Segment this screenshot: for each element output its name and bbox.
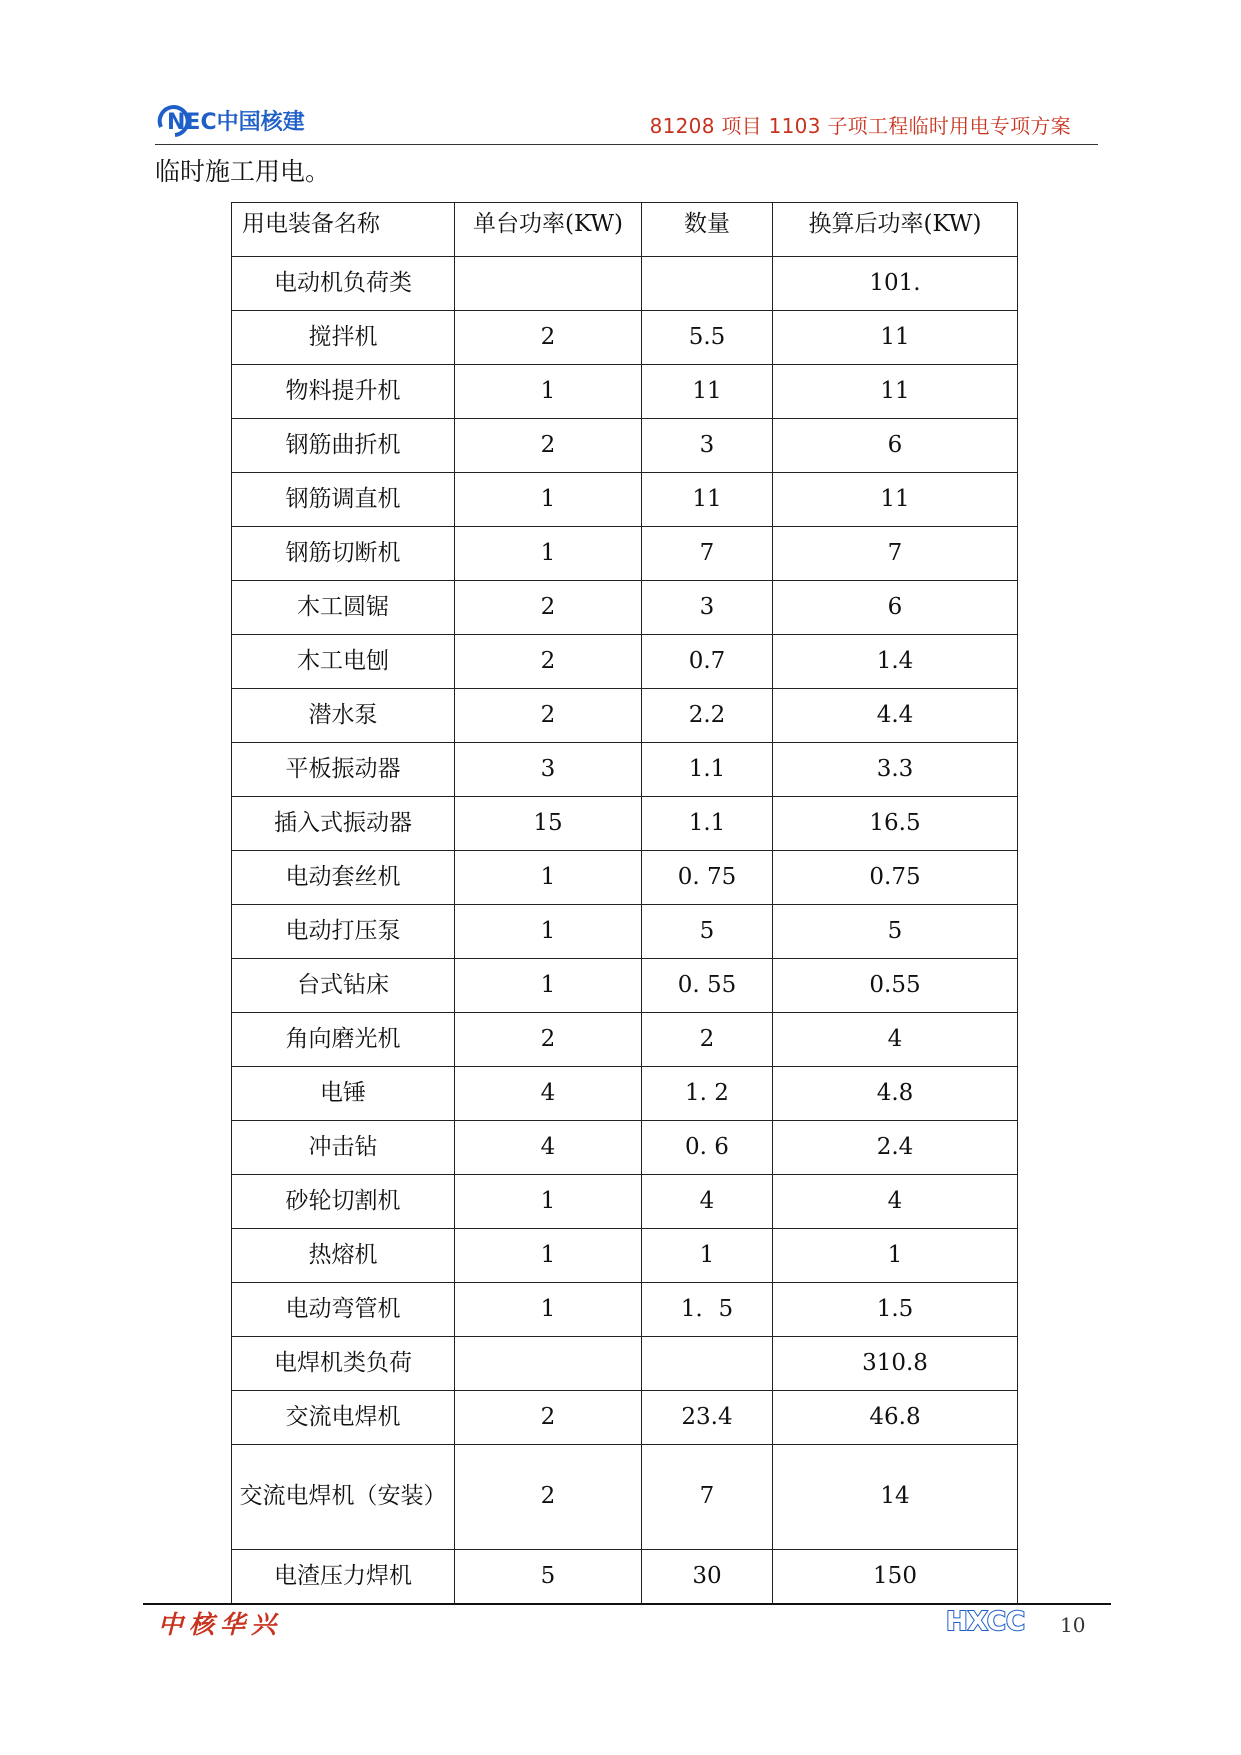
cell-converted-power: 1.4 — [773, 635, 1018, 689]
cell-quantity: 5.5 — [642, 311, 773, 365]
cell-equipment-name: 搅拌机 — [232, 311, 455, 365]
cell-converted-power: 4.8 — [773, 1067, 1018, 1121]
cell-unit-power: 1 — [455, 365, 642, 419]
cell-converted-power: 150 — [773, 1550, 1018, 1604]
cell-equipment-name: 钢筋调直机 — [232, 473, 455, 527]
table-row — [232, 1283, 1018, 1337]
cell-converted-power: 5 — [773, 905, 1018, 959]
cell-unit-power: 1 — [455, 851, 642, 905]
cell-converted-power: 0.55 — [773, 959, 1018, 1013]
table-row — [232, 311, 1018, 365]
cell-quantity: 23.4 — [642, 1391, 773, 1445]
cell-quantity: 0. 55 — [642, 959, 773, 1013]
nec-logo — [155, 97, 305, 139]
cell-quantity: 1.1 — [642, 743, 773, 797]
cell-equipment-name: 电动套丝机 — [232, 851, 455, 905]
cell-equipment-name: 热熔机 — [232, 1229, 455, 1283]
table-row — [232, 905, 1018, 959]
header-quantity: 数量 — [642, 203, 773, 257]
cell-equipment-name: 木工电刨 — [232, 635, 455, 689]
cell-unit-power: 2 — [455, 1013, 642, 1067]
table-row — [232, 1067, 1018, 1121]
cell-converted-power: 2.4 — [773, 1121, 1018, 1175]
cell-equipment-name: 潜水泵 — [232, 689, 455, 743]
cell-converted-power: 0.75 — [773, 851, 1018, 905]
equipment-power-table — [231, 202, 1018, 1604]
cell-equipment-name: 角向磨光机 — [232, 1013, 455, 1067]
cell-converted-power: 4 — [773, 1013, 1018, 1067]
cell-equipment-name: 电锤 — [232, 1067, 455, 1121]
cell-converted-power: 46.8 — [773, 1391, 1018, 1445]
cell-equipment-name: 电动机负荷类 — [232, 257, 455, 311]
cell-equipment-name: 台式钻床 — [232, 959, 455, 1013]
cell-converted-power: 101. — [773, 257, 1018, 311]
cell-unit-power: 1 — [455, 905, 642, 959]
cell-converted-power: 310.8 — [773, 1337, 1018, 1391]
cell-unit-power: 3 — [455, 743, 642, 797]
cell-unit-power: 2 — [455, 689, 642, 743]
hxcc-logo — [944, 1604, 1044, 1636]
cell-unit-power: 2 — [455, 1391, 642, 1445]
cell-equipment-name: 平板振动器 — [232, 743, 455, 797]
cell-quantity: 0.7 — [642, 635, 773, 689]
cell-quantity — [642, 1337, 773, 1391]
table-row — [232, 797, 1018, 851]
cell-quantity: 1. 2 — [642, 1067, 773, 1121]
cell-equipment-name: 木工圆锯 — [232, 581, 455, 635]
cell-equipment-name: 电动弯管机 — [232, 1283, 455, 1337]
cell-quantity: 1.1 — [642, 797, 773, 851]
header-converted-power: 换算后功率(KW) — [773, 203, 1018, 257]
cell-converted-power: 3.3 — [773, 743, 1018, 797]
cell-equipment-name: 电焊机类负荷 — [232, 1337, 455, 1391]
cell-quantity: 7 — [642, 527, 773, 581]
table-row — [232, 1175, 1018, 1229]
table-row — [232, 743, 1018, 797]
cell-unit-power: 1 — [455, 1283, 642, 1337]
cell-quantity: 4 — [642, 1175, 773, 1229]
cell-equipment-name: 交流电焊机（安装） — [232, 1445, 455, 1550]
cell-converted-power: 6 — [773, 419, 1018, 473]
cell-converted-power: 14 — [773, 1445, 1018, 1550]
table-row — [232, 1229, 1018, 1283]
cell-quantity: 3 — [642, 581, 773, 635]
cell-unit-power: 2 — [455, 419, 642, 473]
cell-equipment-name: 电渣压力焊机 — [232, 1550, 455, 1604]
table-row — [232, 851, 1018, 905]
table-row — [232, 1550, 1018, 1604]
cell-unit-power: 1 — [455, 1229, 642, 1283]
cell-unit-power: 15 — [455, 797, 642, 851]
cell-quantity: 3 — [642, 419, 773, 473]
cell-unit-power: 2 — [455, 1445, 642, 1550]
cell-unit-power — [455, 1337, 642, 1391]
cell-converted-power: 11 — [773, 473, 1018, 527]
cell-converted-power: 11 — [773, 365, 1018, 419]
cell-converted-power: 7 — [773, 527, 1018, 581]
table-row — [232, 581, 1018, 635]
cell-quantity: 5 — [642, 905, 773, 959]
cell-unit-power: 1 — [455, 959, 642, 1013]
table-row — [232, 1121, 1018, 1175]
table-row — [232, 689, 1018, 743]
nec-logo-text: NEC中国核建 — [167, 110, 305, 135]
table-row — [232, 1337, 1018, 1391]
cell-unit-power: 1 — [455, 473, 642, 527]
cell-quantity: 0. 6 — [642, 1121, 773, 1175]
hxcc-logo-text: HXCC — [946, 1607, 1026, 1636]
header-equipment-name: 用电装备名称 — [232, 203, 455, 257]
cell-quantity: 11 — [642, 365, 773, 419]
cell-converted-power: 11 — [773, 311, 1018, 365]
cell-equipment-name: 钢筋切断机 — [232, 527, 455, 581]
cell-equipment-name: 砂轮切割机 — [232, 1175, 455, 1229]
cell-converted-power: 6 — [773, 581, 1018, 635]
table-row — [232, 527, 1018, 581]
table-header-row — [232, 203, 1018, 257]
cell-converted-power: 16.5 — [773, 797, 1018, 851]
cell-equipment-name: 钢筋曲折机 — [232, 419, 455, 473]
table-row — [232, 419, 1018, 473]
cell-converted-power: 4 — [773, 1175, 1018, 1229]
table-row — [232, 1391, 1018, 1445]
table-row — [232, 635, 1018, 689]
cell-quantity: 30 — [642, 1550, 773, 1604]
table-row — [232, 257, 1018, 311]
cell-converted-power: 4.4 — [773, 689, 1018, 743]
cell-equipment-name: 冲击钻 — [232, 1121, 455, 1175]
cell-quantity — [642, 257, 773, 311]
cell-quantity: 2.2 — [642, 689, 773, 743]
cell-unit-power: 1 — [455, 527, 642, 581]
table-body — [232, 257, 1018, 1604]
cell-unit-power: 4 — [455, 1067, 642, 1121]
table-row — [232, 1013, 1018, 1067]
intro-text: 临时施工用电。 — [155, 157, 331, 186]
cell-unit-power: 1 — [455, 1175, 642, 1229]
cell-converted-power: 1 — [773, 1229, 1018, 1283]
cell-quantity: 7 — [642, 1445, 773, 1550]
cell-quantity: 1．5 — [642, 1283, 773, 1337]
cell-unit-power: 4 — [455, 1121, 642, 1175]
cell-unit-power: 2 — [455, 581, 642, 635]
footer-brand-signature: 中核华兴 — [158, 1610, 283, 1639]
cell-converted-power: 1.5 — [773, 1283, 1018, 1337]
table-row — [232, 473, 1018, 527]
page-number: 10 — [1060, 1613, 1086, 1637]
header-unit-power: 单台功率(KW) — [455, 203, 642, 257]
header-divider — [155, 144, 1098, 145]
cell-equipment-name: 电动打压泵 — [232, 905, 455, 959]
cell-unit-power: 2 — [455, 635, 642, 689]
document-title: 81208 项目 1103 子项工程临时用电专项方案 — [649, 114, 1071, 138]
table-row — [232, 1445, 1018, 1550]
table-row — [232, 365, 1018, 419]
cell-quantity: 1 — [642, 1229, 773, 1283]
table-row — [232, 959, 1018, 1013]
cell-equipment-name: 交流电焊机 — [232, 1391, 455, 1445]
cell-equipment-name: 插入式振动器 — [232, 797, 455, 851]
cell-quantity: 2 — [642, 1013, 773, 1067]
cell-equipment-name: 物料提升机 — [232, 365, 455, 419]
cell-unit-power: 5 — [455, 1550, 642, 1604]
cell-quantity: 11 — [642, 473, 773, 527]
cell-quantity: 0. 75 — [642, 851, 773, 905]
cell-unit-power: 2 — [455, 311, 642, 365]
cell-unit-power — [455, 257, 642, 311]
